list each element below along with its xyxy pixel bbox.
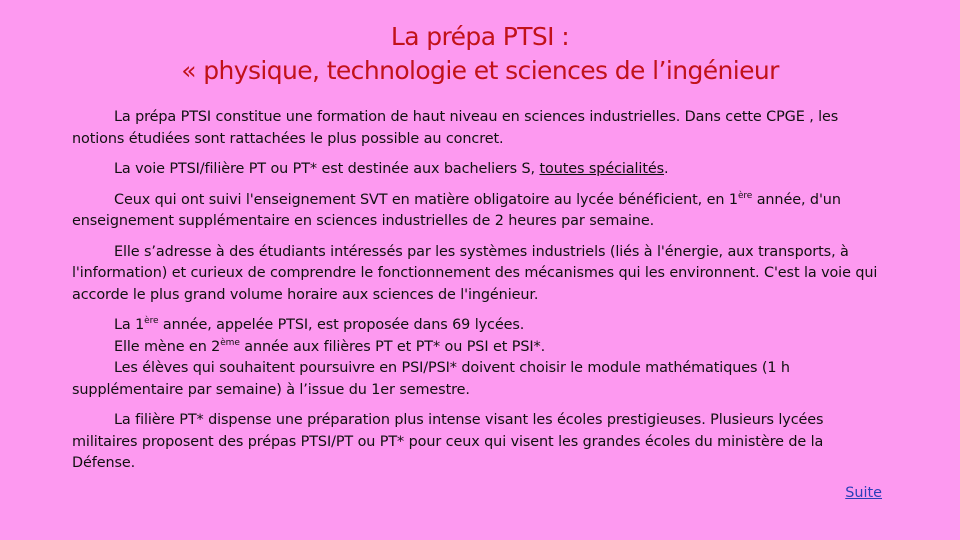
paragraph-pathway-end: . <box>664 161 669 177</box>
slide-title <box>0 20 960 88</box>
paragraph-svt-text-a: Ceux qui ont suivi l'enseignement SVT en matière obligatoire au lycée bénéficient, en 1 <box>114 191 738 208</box>
paragraph-svt-text-b: année, d'un enseignement supplémentaire en sciences industrielles de 2 heures par semaine. <box>72 191 841 229</box>
paragraph-pathway-text: La voie PTSI/filière PT ou PT* est destinée aux bacheliers S, <box>114 161 540 177</box>
slide-body <box>72 107 890 484</box>
years-line-1-text-a: La 1 <box>114 317 145 333</box>
slide-title-line-2: « physique, technologie et sciences de l’ingénieur <box>181 56 779 85</box>
toutes-specialites-link[interactable]: toutes spécialités <box>539 161 665 177</box>
suite-link[interactable]: Suite <box>845 485 882 501</box>
years-line-2-text-a: Elle mène en 2 <box>114 338 221 355</box>
paragraph-pathway <box>72 159 890 181</box>
superscript-eme: ème <box>220 337 240 348</box>
paragraph-years <box>72 315 890 401</box>
years-line-3: Les élèves qui souhaitent poursuivre en PSI/PSI* doivent choisir le module mathématiques (1 h supplémentaire par semaine) à l’issue du 1er semestre. <box>72 360 790 398</box>
years-line-1 <box>72 315 890 337</box>
paragraph-audience: Elle s’adresse à des étudiants intéressés par les systèmes industriels (liés à l'énergie, aux transports, à l'information) et curieux de comprendre le fonctionnement des mécanismes qui les environnent. C'est la voie qui accorde le plus grand volume horaire aux sciences de l'ingénieur. <box>72 243 878 303</box>
years-line-1-text-b: année, appelée PTSI, est proposée dans 69 lycées. <box>158 317 525 333</box>
superscript-ere: ère <box>737 190 753 201</box>
paragraph-intro: La prépa PTSI constitue une formation de haut niveau en sciences industrielles. Dans cette CPGE , les notions étudiées sont rattachées le plus possible au concret. <box>72 109 839 147</box>
slide-title-line-1: La prépa PTSI : <box>390 22 570 51</box>
superscript-ere-2: ère <box>144 316 159 326</box>
years-line-2-text-b: année aux filières PT et PT* ou PSI et PSI*. <box>239 338 546 355</box>
paragraph-svt <box>72 190 890 233</box>
years-line-2 <box>72 337 890 359</box>
paragraph-pt-star: La filière PT* dispense une préparation plus intense visant les écoles prestigieuses. Plusieurs lycées militaires proposent des prépas PTSI/PT ou PT* pour ceux qui visent les grandes écoles du ministère de la Défense. <box>72 412 824 471</box>
